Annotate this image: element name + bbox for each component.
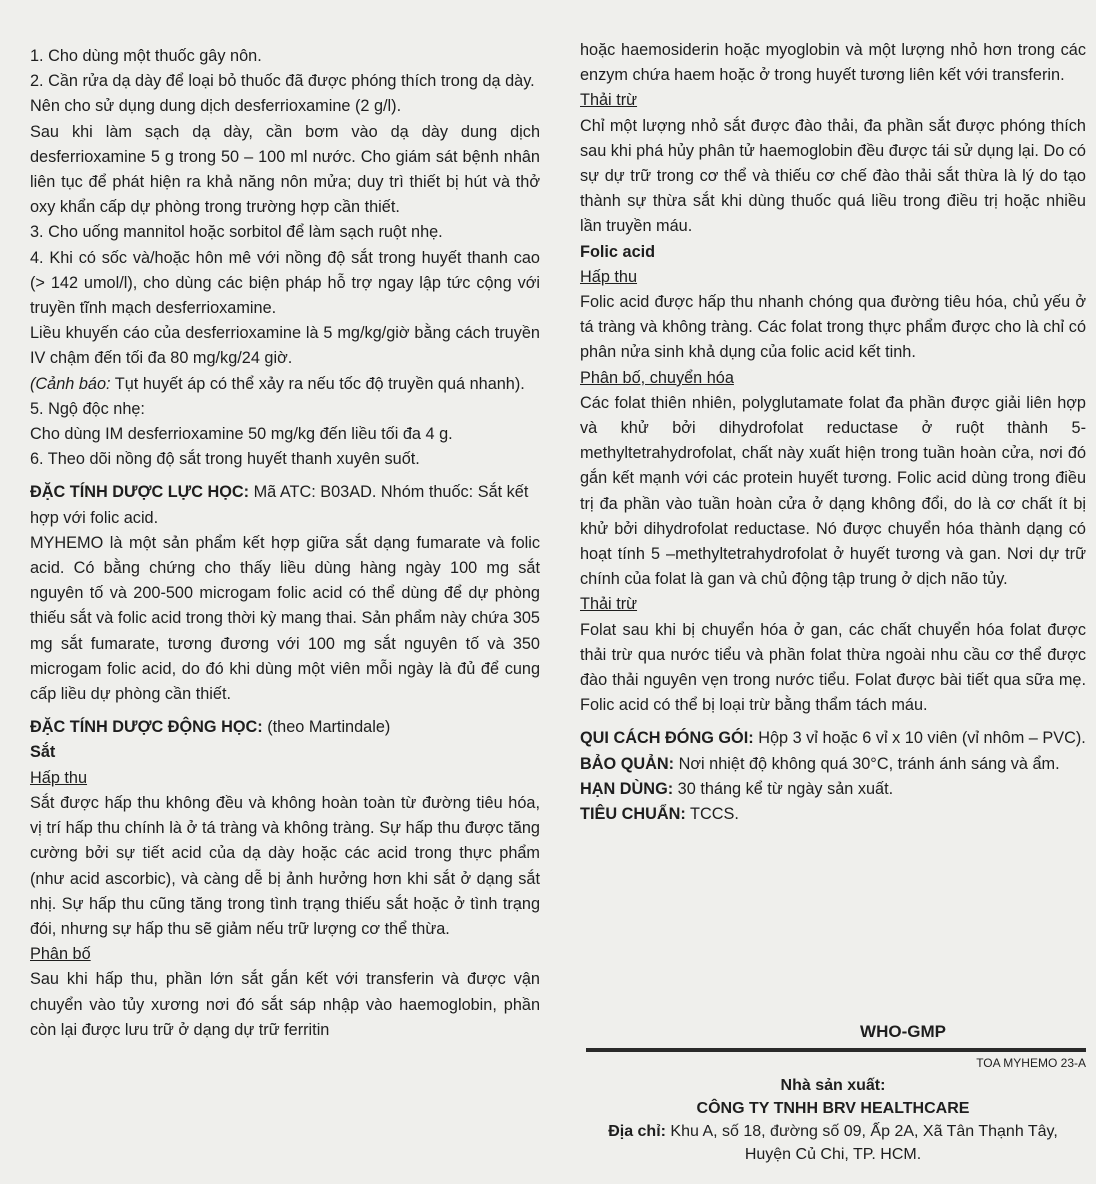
document-code: TOA MYHEMO 23-A [976,1056,1086,1070]
myhemo-description: MYHEMO là một sản phẩm kết hợp giữa sắt dạng fumarate và folic acid. Có bằng chứng cho thấy liều dùng hàng ngày 100 mg sắt nguyên tố và 200-500 microgam folic acid có thể dùng để dự phòng thiếu sắt và folic acid trong thời kỳ mang thai. Sản phẩm này chứa 305 mg sắt fumarate, tương đương với 100 mg sắt nguyên tố và 350 microgam folic acid, do đó khi dùng một viên mỗi ngày là đủ để cung cấp liều dự phòng cần thiết. [30,533,540,704]
iron-absorption-heading: Hấp thu [30,768,88,787]
iron-heading: Sắt [30,743,56,762]
manufacturer-footer [580,1022,1086,1166]
iron-elimination-text: Chỉ một lượng nhỏ sắt được đào thải, đa phần sắt được phóng thích sau khi phá hủy phân tử haemoglobin đều được tái sử dụng lại. Do có sự dự trữ trong cơ thể và thiếu cơ chế đào thải sắt thừa là lý do tạo thành sự thừa sắt khi dùng thuốc quá liều trong điều trị hoặc nhiều lần truyền máu. [580,116,1086,236]
recommended-dose-paragraph: Liều khuyến cáo của desferrioxamine là 5 mg/kg/giờ bằng cách truyền IV chậm đến tối đa 80 mg/kg/24 giờ. [30,324,540,368]
overdose-step-5: 5. Ngộ độc nhẹ: [30,399,145,418]
address-line-2: Huyện Củ Chi, TP. HCM. [744,1146,922,1163]
address-label: Địa chỉ: [608,1123,666,1140]
standard-paragraph [580,802,1086,827]
company-name: CÔNG TY TNHH BRV HEALTHCARE [696,1100,970,1117]
overdose-step-3: 3. Cho uống mannitol hoặc sorbitol để làm sạch ruột nhẹ. [30,223,443,242]
footer-divider [586,1048,1086,1052]
warning-paragraph: (Cảnh báo: Tụt huyết áp có thể xảy ra nếu tốc độ truyền quá nhanh). [30,374,525,393]
folic-absorption-text: Folic acid được hấp thu nhanh chóng qua đường tiêu hóa, chủ yếu ở tá tràng và không tràng. Các folat trong thực phẩm được cho là chỉ có phân nửa sinh khả dụng của folic acid kết tinh. [580,293,1086,362]
mild-poisoning-dose: Cho dùng IM desferrioxamine 50 mg/kg đến liều tối đa 4 g. [30,425,453,444]
overdose-step-2: 2. Cần rửa dạ dày để loại bỏ thuốc đã được phóng thích trong dạ dày. [30,72,535,91]
iron-distribution-heading: Phân bố [30,945,91,964]
folic-acid-heading: Folic acid [580,242,656,261]
iron-distribution-text: Sau khi hấp thu, phần lớn sắt gắn kết với transferin và được vận chuyển vào tủy xương nơi đó sắt sáp nhập vào haemoglobin, phần còn lại được lưu trữ ở dạng dự trữ ferritin [30,970,540,1039]
folic-distribution-text: Các folat thiên nhiên, polyglutamate folat đa phần được giải liên hợp và khử bởi dihydrofolat reductase ở ruột thành 5-methyltetrahydrofolat, chất này xuất hiện trong tuần hoàn cửa, nơi đó gắn kết mạnh với các protein huyết tương. Folic acid dùng trong điều trị đa phần vào tuần hoàn cửa ở dạng không đổi, do là cơ chất ít bị khử bởi dihydrofolat reductase. Nó được chuyển hóa thành dạng có hoạt tính 5 –methyltetrahydrofolat ở huyết tương và gan. Nơi dự trữ chính của folat là gan và chủ động tập trung ở dịch não tủy. [580,393,1086,589]
who-gmp-label: WHO-GMP [860,1022,946,1041]
overdose-step-1: 1. Cho dùng một thuốc gây nôn. [30,47,262,65]
pharmacodynamics-heading: ĐẶC TÍNH DƯỢC LỰC HỌC: [30,483,250,502]
manufacturer-label: Nhà sản xuất: [780,1077,886,1094]
packaging-paragraph [580,726,1086,751]
left-column [30,44,540,1043]
storage-heading: BẢO QUẢN: [580,754,675,773]
iron-elimination-heading: Thải trừ [580,91,638,110]
pharmacokinetics-heading: ĐẶC TÍNH DƯỢC ĐỘNG HỌC: [30,718,263,737]
folic-absorption-heading: Hấp thu [580,267,638,286]
warning-text: Tụt huyết áp có thể xảy ra nếu tốc độ truyền quá nhanh). [110,374,525,393]
overdose-step-6: 6. Theo dõi nồng độ sắt trong huyết thanh xuyên suốt. [30,450,420,469]
right-column [580,38,1086,827]
address-line-1 [580,1120,1086,1143]
gastric-lavage-paragraph: Sau khi làm sạch dạ dày, cần bơm vào dạ dày dung dịch desferrioxamine 5 g trong 50 – 100 ml nước. Cho giám sát bệnh nhân liên tục để phát hiện ra khả năng nôn mửa; duy trì thiết bị hút và thở oxy khẩn cấp dự phòng trong trường hợp cần thiết. [30,122,540,217]
pharmacokinetics-source: (theo Martindale) [262,718,391,737]
warning-label: Cảnh báo: [35,374,111,393]
iron-absorption-text: Sắt được hấp thu không đều và không hoàn toàn từ đường tiêu hóa, vị trí hấp thu chính là ở tá tràng và không tràng. Sự hấp thu được tăng cường bởi sự tiết acid của dạ dày hoặc các acid trong thực phẩm (như acid ascorbic), và càng dễ bị ảnh hưởng hơn khi sắt ở dạng sắt nhị. Sự hấp thu cũng tăng trong tình trạng thiếu sắt hoặc ở tình trạng đói, nhưng sự hấp thu sẽ giảm nếu trữ lượng cơ thể thừa. [30,793,540,938]
packaging-heading: QUI CÁCH ĐÓNG GÓI: [580,729,754,748]
folic-elimination-text: Folat sau khi bị chuyển hóa ở gan, các chất chuyển hóa folat được thải trừ qua nước tiểu và phần folat thừa ngoài nhu cầu cơ thể được đào thải nguyên vẹn trong nước tiểu. Folat được bài tiết qua sữa mẹ. Folic acid có thể bị loại trừ bằng thẩm tách máu. [580,620,1086,715]
desferrioxamine-note: Nên cho sử dụng dung dịch desferrioxamine (2 g/l). [30,97,402,116]
iron-distribution-continued: hoặc haemosiderin hoặc myoglobin và một lượng nhỏ hơn trong các enzym chứa haem hoặc ở trong huyết tương liên kết với transferin. [580,41,1086,85]
folic-elimination-heading: Thải trừ [580,595,638,614]
expiry-text: 30 tháng kể từ ngày sản xuất. [673,779,894,798]
expiry-heading: HẠN DÙNG: [580,779,674,798]
overdose-step-4: 4. Khi có sốc và/hoặc hôn mê với nồng độ sắt trong huyết thanh cao (> 142 umol/l), cho dùng các biện pháp hỗ trợ ngay lập tức cộng với truyền tĩnh mạch desferrioxamine. [30,248,540,318]
manufacturer-info [580,1074,1086,1166]
pharmacodynamics-paragraph [30,480,540,530]
address-text: Khu A, số 18, đường số 09, Ấp 2A, Xã Tân Thạnh Tây, [665,1123,1058,1140]
standard-text: TCCS. [685,805,739,824]
expiry-paragraph [580,777,1086,802]
packaging-text: Hộp 3 vỉ hoặc 6 vỉ x 10 viên (vỉ nhôm – PVC). [753,729,1086,748]
pharmacokinetics-paragraph [30,715,540,740]
storage-paragraph [580,752,1086,777]
pharmacodynamics-text: Mã ATC: B03AD. Nhóm thuốc: Sắt kết hợp với folic acid. [30,483,529,527]
standard-heading: TIÊU CHUẨN: [580,805,686,824]
folic-distribution-heading: Phân bố, chuyển hóa [580,368,734,387]
storage-text: Nơi nhiệt độ không quá 30°C, tránh ánh sáng và ẩm. [674,754,1060,773]
